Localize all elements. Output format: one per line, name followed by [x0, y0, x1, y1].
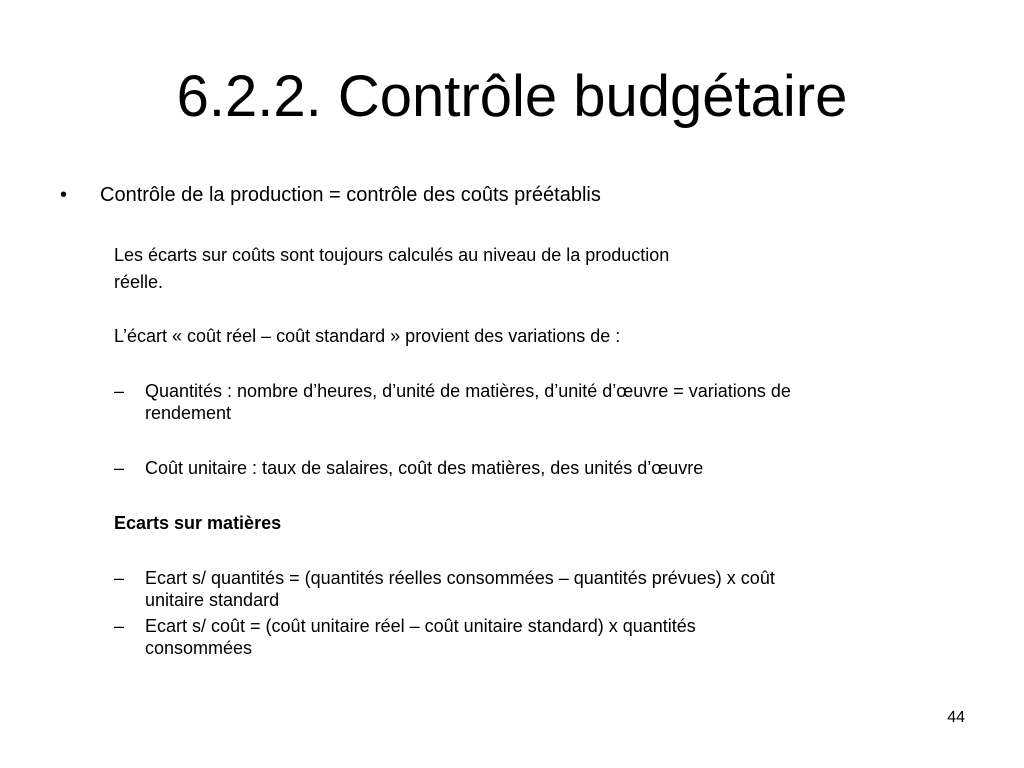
ecart-cout-line-2: consommées — [145, 638, 253, 658]
paragraph-variations-intro: L’écart « coût réel – coût standard » provient des variations de : — [114, 326, 621, 346]
paragraph-ecarts-line-2: réelle. — [114, 272, 164, 292]
dash-marker: – — [114, 616, 125, 636]
bullet-text-production-control: Contrôle de la production = contrôle des coûts préétablis — [100, 184, 601, 206]
ecart-cout-line-1: Ecart s/ coût = (coût unitaire réel – coût unitaire standard) x quantités — [145, 616, 696, 636]
ecart-quantites-line-2: unitaire standard — [145, 590, 280, 610]
slide-title: 6.2.2. Contrôle budgétaire — [176, 64, 848, 129]
dash-marker: – — [114, 568, 125, 588]
variation-quantites-line-1: Quantités : nombre d’heures, d’unité de matières, d’unité d’œuvre = variations de — [145, 381, 791, 401]
page-number: 44 — [947, 709, 965, 726]
bullet-marker: • — [60, 184, 68, 206]
variation-cout-unitaire: Coût unitaire : taux de salaires, coût des matières, des unités d’œuvre — [145, 458, 704, 478]
ecart-quantites-line-1: Ecart s/ quantités = (quantités réelles consommées – quantités prévues) x coût — [145, 568, 775, 588]
variation-quantites-line-2: rendement — [145, 403, 232, 423]
dash-marker: – — [114, 381, 125, 401]
paragraph-ecarts-line-1: Les écarts sur coûts sont toujours calculés au niveau de la production — [114, 245, 670, 265]
dash-marker: – — [114, 458, 125, 478]
section-heading-ecarts-matieres: Ecarts sur matières — [114, 513, 282, 533]
